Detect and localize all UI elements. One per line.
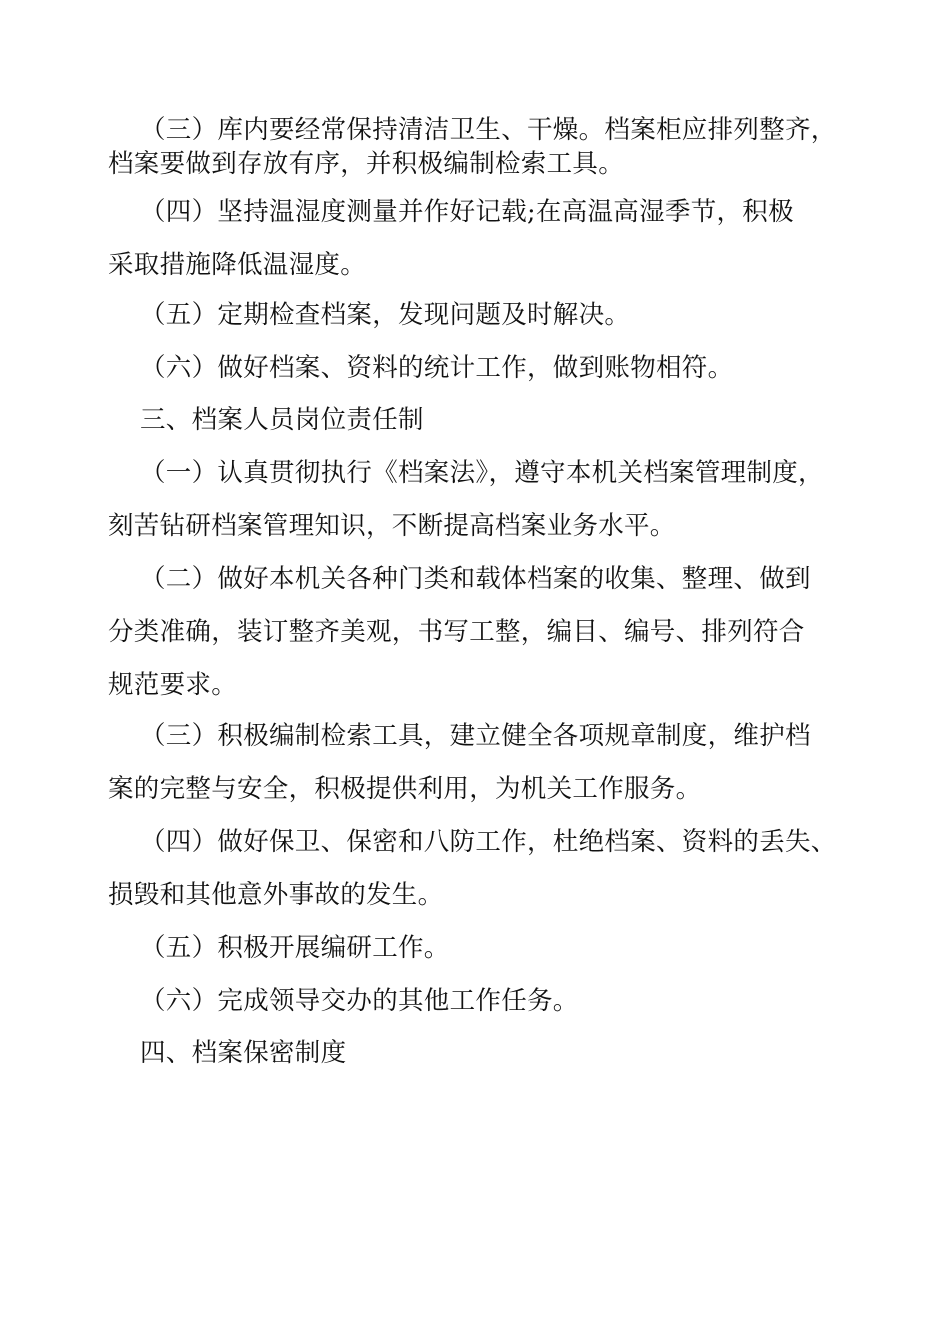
paragraph-4-line-1: （四）坚持温湿度测量并作好记载;在高温高湿季节，积极 (140, 197, 794, 227)
duty-6-line-1: （六）完成领导交办的其他工作任务。 (140, 986, 579, 1016)
paragraph-6-line-1: （六）做好档案、资料的统计工作，做到账物相符。 (140, 353, 734, 383)
paragraph-4-line-2: 采取措施降低温湿度。 (108, 250, 367, 280)
duty-3-line-2: 案的完整与安全，积极提供利用，为机关工作服务。 (108, 774, 702, 804)
paragraph-3-line-2: 档案要做到存放有序，并积极编制检索工具。 (108, 149, 625, 179)
duty-5-line-1: （五）积极开展编研工作。 (140, 933, 450, 963)
duty-1-line-2: 刻苦钻研档案管理知识，不断提高档案业务水平。 (108, 511, 676, 541)
duty-2-line-1: （二）做好本机关各种门类和载体档案的收集、整理、做到 (140, 564, 811, 594)
duty-1-line-1: （一）认真贯彻执行《档案法》，遵守本机关档案管理制度， (140, 458, 824, 488)
section-heading-4: 四、档案保密制度 (140, 1038, 347, 1068)
duty-2-line-3: 规范要求。 (108, 670, 238, 700)
duty-4-line-2: 损毁和其他意外事故的发生。 (108, 880, 444, 910)
duty-3-line-1: （三）积极编制检索工具，建立健全各项规章制度，维护档 (140, 721, 811, 751)
paragraph-5-line-1: （五）定期检查档案，发现问题及时解决。 (140, 300, 631, 330)
duty-2-line-2: 分类准确，装订整齐美观，书写工整，编目、编号、排列符合 (108, 617, 805, 647)
duty-4-line-1: （四）做好保卫、保密和八防工作，杜绝档案、资料的丢失、 (140, 827, 837, 857)
section-heading-3: 三、档案人员岗位责任制 (140, 405, 424, 435)
paragraph-3-line-1: （三）库内要经常保持清洁卫生、干燥。档案柜应排列整齐， (140, 115, 837, 145)
